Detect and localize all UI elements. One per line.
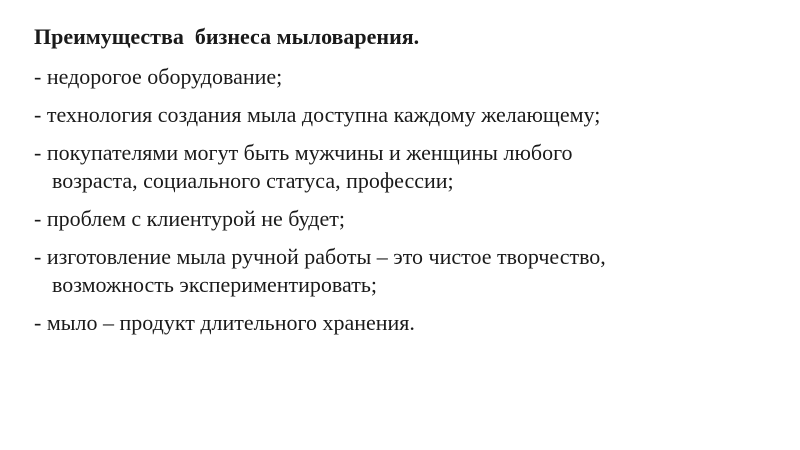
bullet-line-continuation: возможность экспериментировать;: [52, 272, 377, 297]
bullet-line: - технология создания мыла доступна каждому желающему;: [34, 102, 601, 127]
bullet-line: - проблем с клиентурой не будет;: [34, 206, 345, 231]
bullet-line-continuation: возраста, социального статуса, профессии;: [52, 168, 454, 193]
bullet-line: - недорогое оборудование;: [34, 64, 283, 89]
bullet-line: - изготовление мыла ручной работы – это чистое творчество,: [34, 244, 606, 269]
bullet-line: - покупателями могут быть мужчины и женщины любого: [34, 140, 573, 165]
bullet-line: - мыло – продукт длительного хранения.: [34, 310, 415, 335]
slide-title: Преимущества бизнеса мыловарения.: [34, 24, 420, 49]
